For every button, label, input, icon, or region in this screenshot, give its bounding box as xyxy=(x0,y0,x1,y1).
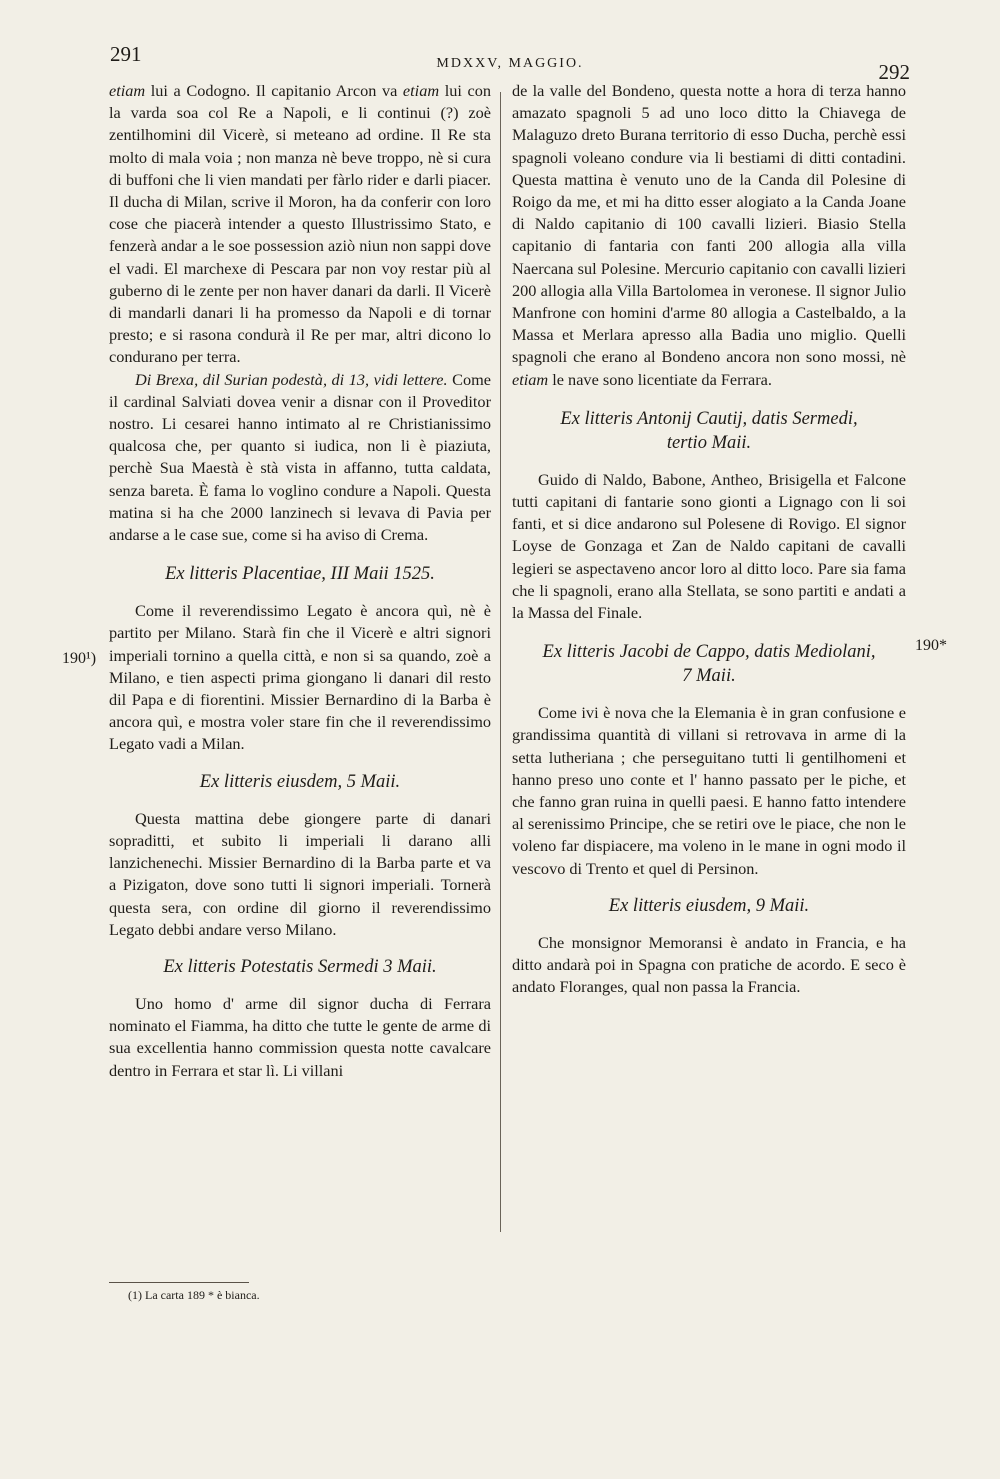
margin-number-left: 190¹) xyxy=(62,650,97,667)
italic-lead: Di Brexa, dil Surian podestà, di 13, vidi lettere. xyxy=(135,369,448,389)
paragraph xyxy=(512,80,906,391)
paragraph: Uno homo d' arme dil signor ducha di Ferrara nominato el Fiamma, ha ditto che tutte le gente de arme di sua excellentia hanno commission questa notte cavalcare dentro in Ferrara et star lì. Li villani xyxy=(109,993,491,1080)
footnote-rule xyxy=(109,1282,249,1283)
running-header xyxy=(110,40,910,84)
paragraph: Guido di Naldo, Babone, Antheo, Brisigella et Falcone tutti capitani di fantarie sono gionti a Lignago con li soi fanti, et si dice andarono sul Polesene di Rovigo. El signor Loyse de Gonzaga et Zan de Naldo capitani de cavalli legieri se aspectaveno ancor loro al ditto loco. Pare sia fama che li spagnoli, erano alla Stellata, se sono partiti e andati a la Massa del Finale. xyxy=(512,469,906,623)
text-run: lui a Codogno. Il capitanio Arcon va xyxy=(145,81,403,100)
italic-word: etiam xyxy=(402,81,440,100)
text-run: de la valle del Bondeno, questa notte a hora di terza hanno amazato spagnoli 5 ad uno loco ditto la Chiavega de Malaguzo dreto Burana territorio di esso Ducha, perchè essi spagnoli voleano condure via li bestiami di ditti contadini. Questa mattina è venuto uno de la Canda dil Polesine di Roigo da me, et mi ha ditto esser alogiato a la Canda Joane di Naldo capitanio di 100 cavalli lizieri. Biasio Stella capitanio di fantaria con fanti 200 allogia alla villa Naercana sul Polesine. Mercurio capitanio con cavalli lizieri 200 allogia alla Villa Bartolomea in veronese. Il signor Julio Manfrone con homini d'arme 80 allogia a Castelbaldo, a la Massa et Merlara apresso alla Badia uno miglio. Quelli spagnoli che erano al Bondeno ancora non sono mossi, nè xyxy=(512,81,906,367)
heading-line: Ex litteris Antonij Cautij, datis Sermedi, xyxy=(560,408,858,429)
page-number-left: 291 xyxy=(110,42,142,66)
running-title: MDXXV, MAGGIO. xyxy=(436,56,584,71)
text-run: Come il cardinal Salviati dovea venir a disnar con il Proveditor nostro. Li cesarei hanno intimato al re Christianissimo qualcosa che, per quanto si iudica, non li è piaziuta, perchè Sua Maestà è stà vista in affanno, tutta caldata, senza bareta. È fama lo voglino condure a Napoli. Questa matina si ha che 2000 lanzinech si levava di Pavia per andarse a le case sue, come si ha aviso di Crema. xyxy=(109,369,491,545)
right-column xyxy=(512,80,906,999)
paragraph xyxy=(109,369,491,547)
section-heading xyxy=(512,640,906,688)
section-heading: Ex litteris eiusdem, 5 Maii. xyxy=(199,771,401,792)
margin-number-right: 190* xyxy=(915,637,947,654)
italic-word: etiam xyxy=(512,369,549,389)
footnote: (1) La carta 189 * è bianca. xyxy=(128,1288,260,1302)
italic-word: etiam xyxy=(109,81,146,100)
section-heading: Ex litteris eiusdem, 9 Maii. xyxy=(608,895,810,916)
paragraph: Questa mattina debe giongere parte di danari sopraditti, et subito li imperiali li darano alli lanzichenechi. Missier Bernardino di la Barba parte et va a Pizigaton, dove sono tutti li signori imperiali. Tornerà questa sera, con ordine dil giorno il reverendissimo Legato debbi andare verso Milano. xyxy=(109,808,491,939)
paragraph: Che monsignor Memoransi è andato in Francia, e ha ditto andarà poi in Spagna con pratiche de acordo. E seco è andato Floranges, qual non passa la Francia. xyxy=(512,932,906,997)
heading-line: tertio Maii. xyxy=(666,432,752,453)
left-column xyxy=(109,80,491,1082)
paragraph: Come il reverendissimo Legato è ancora quì, nè è partito per Milano. Starà fin che il Vicerè e altri signori imperiali tornino a quella città, e non si sa quando, zoè a Milano, e tien aspecti prima giongano li danari dil resto dil Papa e di fiorentini. Missier Bernardino di la Barba è ancora quì, e mostra voler stare fin che il reverendissimo Legato vadi a Milan. xyxy=(109,601,491,754)
page-number-right: 292 xyxy=(878,60,910,84)
section-heading xyxy=(512,407,906,455)
paragraph xyxy=(109,80,491,369)
paragraph: Come ivi è nova che la Elemania è in gran confusione e grandissima quantità di villani si retrovava in arme di la setta lutheriana ; che perseguitano tutti li gentilhomeni et hanno preso uno conte et l' hanno passato per le piche, et che fanno gran ruina in quelli paesi. E hanno fatto intendere al serenissimo Principe, che se retiri ove le piace, che non le voleno far dispiacere, ma voleno in le mane in ogni modo il vescovo di Trento et quel di Persinon. xyxy=(512,703,906,878)
section-heading: Ex litteris Potestatis Sermedi 3 Maii. xyxy=(163,956,437,977)
text-run: le nave sono licentiate da Ferrara. xyxy=(548,369,772,389)
heading-line: Ex litteris Jacobi de Cappo, datis Mediolani, xyxy=(542,642,876,663)
text-run: lui con la varda soa col Re a Napoli, e li continui (?) zoè zentilhomini dil Vicerè, si meteano ad ordine. Il Re sta molto di mala voia ; non manza nè beve troppo, nè si cura di buffoni che li vien mandati per fàrlo rider e darli piacer. Il ducha di Milan, scrive il Moron, ha da conferir con loro cose che piacerà intender a questo Illustrissimo Stato, e fenzerà andar a le soe possession aziò niun non sappi dove el vadi. El marchexe di Pescara par non voy restar più al guberno di le zente per non haver danari da darli. Il Vicerè di mandarli danari li ha promesso da Napoli e di tornar presto; e si rasona condurà il Re per mar, altri dicono lo condurano per terra. xyxy=(109,81,491,367)
column-divider xyxy=(500,92,501,1232)
heading-line: 7 Maii. xyxy=(682,666,736,687)
section-heading: Ex litteris Placentiae, III Maii 1525. xyxy=(165,564,435,585)
